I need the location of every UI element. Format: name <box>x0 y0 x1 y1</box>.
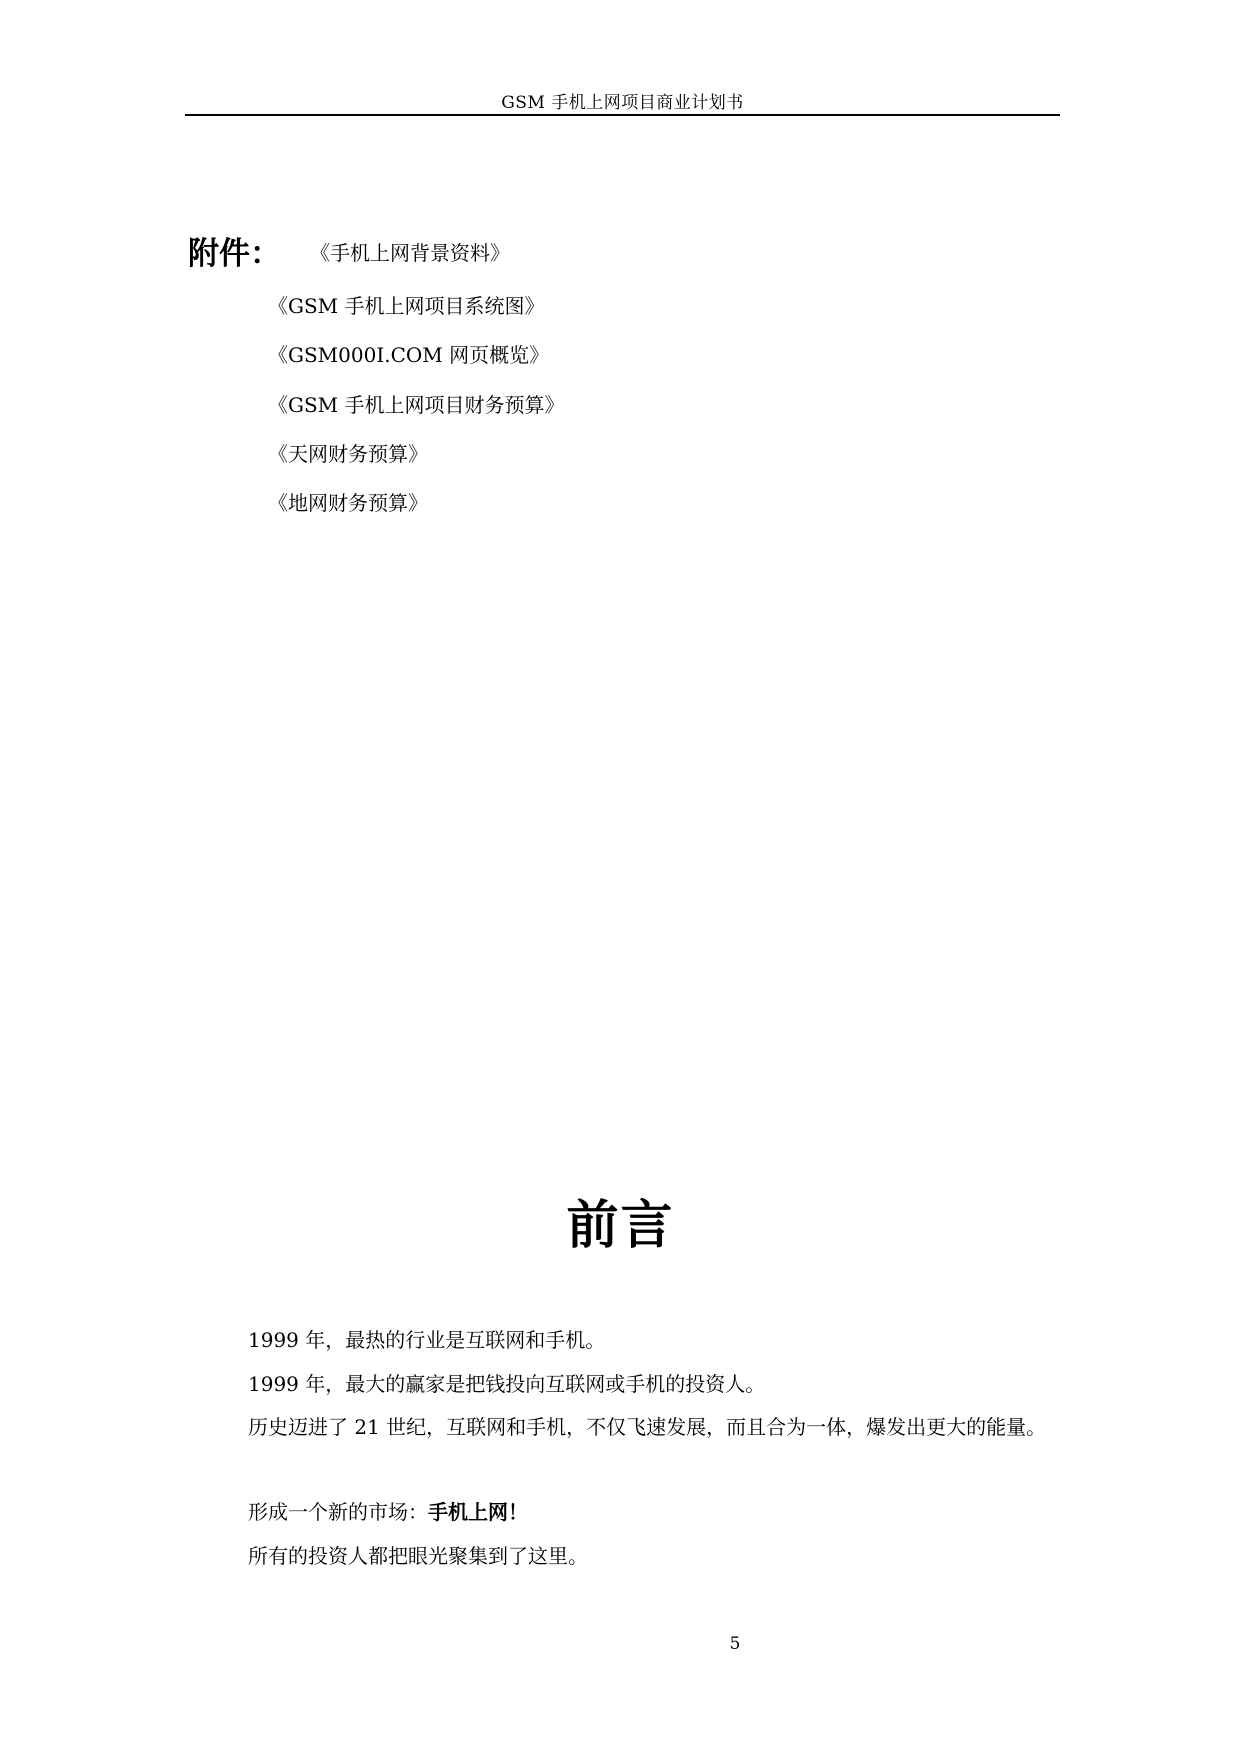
header-divider <box>185 114 1060 116</box>
attachment-item: 《GSM 手机上网项目系统图》 <box>268 294 545 318</box>
preface-text: 形成一个新的市场： <box>248 1500 428 1524</box>
preface-title: 前言 <box>566 1196 675 1256</box>
preface-emphasis: 手机上网！ <box>428 1500 528 1524</box>
preface-paragraph: 历史迈进了 21 世纪，互联网和手机，不仅飞速发展，而且合为一体，爆发出更大的能量。 <box>248 1415 1047 1439</box>
attachment-item: 《地网财务预算》 <box>268 491 428 515</box>
preface-paragraph: 所有的投资人都把眼光聚集到了这里。 <box>248 1544 588 1568</box>
preface-paragraph: 1999 年，最大的赢家是把钱投向互联网或手机的投资人。 <box>248 1372 766 1396</box>
page-number: 5 <box>729 1634 741 1654</box>
attachment-item: 《天网财务预算》 <box>268 442 428 466</box>
preface-paragraph <box>248 1496 528 1525</box>
attachment-item: 《手机上网背景资料》 <box>310 241 510 265</box>
attachment-item: 《GSM000I.COM 网页概览》 <box>268 343 550 367</box>
attachments-label: 附件： <box>188 236 281 272</box>
page-header-title: GSM 手机上网项目商业计划书 <box>501 93 744 113</box>
attachment-item: 《GSM 手机上网项目财务预算》 <box>268 393 565 417</box>
preface-paragraph: 1999 年，最热的行业是互联网和手机。 <box>248 1328 606 1352</box>
